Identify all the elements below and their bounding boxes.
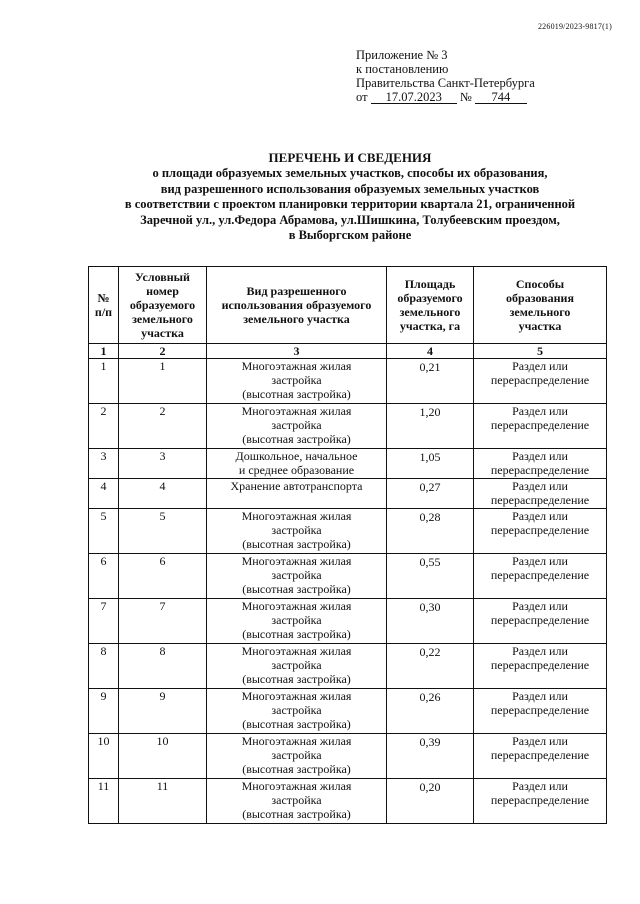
cell-plot-id: 11 [119,779,207,824]
cell-text-line: Многоэтажная жилая [241,689,352,703]
cell-text-line: перераспределение [490,748,590,762]
appendix-line: к постановлению [356,62,449,76]
header-text-line: образуемого [129,298,196,312]
cell-text-line: Многоэтажная жилая [241,404,352,418]
header-text-line: Условный [135,270,190,284]
page-title: ПЕРЕЧЕНЬ И СВЕДЕНИЯ [268,150,432,165]
cell-text-line: и среднее образование [238,463,355,477]
cell-permitted-use [207,509,387,554]
header-text-line: использования образуемого [221,298,372,312]
table-row [89,644,607,689]
header-permitted-use [207,267,387,344]
cell-text-line: перераспределение [490,793,590,807]
cell-text-line: перераспределение [490,613,590,627]
cell-permitted-use [207,689,387,734]
appendix-date-line [356,90,535,104]
document-number: 226019/2023-9817(1) [537,22,612,31]
cell-area: 0,39 [387,734,474,779]
cell-plot-id: 6 [119,554,207,599]
cell-row-number: 6 [89,554,119,599]
cell-text-line: Раздел или [512,734,568,748]
cell-row-number: 11 [89,779,119,824]
table-header-row [89,267,607,344]
cell-row-number: 5 [89,509,119,554]
header-text-line: земельного участка [243,312,350,326]
table-body [89,359,607,824]
cell-row-number: 3 [89,449,119,479]
title-line: вид разрешенного использования образуемых земельных участков [160,181,540,196]
cell-area: 1,05 [387,449,474,479]
cell-row-number: 7 [89,599,119,644]
table-row [89,554,607,599]
cell-area: 0,20 [387,779,474,824]
cell-text-line: Раздел или [512,554,568,568]
cell-row-number: 9 [89,689,119,734]
cell-formation-method [474,509,607,554]
cell-text-line: Раздел или [512,449,568,463]
cell-text-line: застройка [271,613,322,627]
cell-plot-id: 2 [119,404,207,449]
cell-text-line: (высотная застройка) [242,387,351,401]
title-line: в Выборгском районе [288,228,412,243]
table-row [89,404,607,449]
cell-plot-id: 10 [119,734,207,779]
cell-plot-id: 7 [119,599,207,644]
cell-text-line: (высотная застройка) [242,537,351,551]
cell-text-line: застройка [271,703,322,717]
cell-row-number: 8 [89,644,119,689]
cell-text-line: Раздел или [512,479,568,493]
cell-plot-id: 4 [119,479,207,509]
cell-row-number: 2 [89,404,119,449]
cell-row-number: 10 [89,734,119,779]
header-row-number [89,267,119,344]
cell-area: 0,26 [387,689,474,734]
table-row [89,779,607,824]
column-number: 4 [387,344,474,359]
cell-text-line: (высотная застройка) [242,762,351,776]
cell-text-line: (высотная застройка) [242,582,351,596]
cell-text-line: Раздел или [512,779,568,793]
cell-text-line: застройка [271,568,322,582]
cell-text-line: Многоэтажная жилая [241,644,352,658]
header-text-line: образования [506,291,574,305]
header-text-line: номер [146,284,179,298]
cell-text-line: Раздел или [512,359,568,373]
column-number: 1 [89,344,119,359]
cell-formation-method [474,734,607,779]
header-text-line: Способы [515,277,565,291]
header-area [387,267,474,344]
table-row [89,734,607,779]
cell-text-line: Раздел или [512,689,568,703]
cell-formation-method [474,479,607,509]
cell-text-line: (высотная застройка) [242,432,351,446]
cell-text-line: перераспределение [490,493,590,507]
cell-plot-id: 5 [119,509,207,554]
cell-row-number: 4 [89,479,119,509]
header-text-line: земельного [399,305,461,319]
decree-date: 17.07.2023 [371,91,457,104]
cell-text-line: перераспределение [490,703,590,717]
title-block [90,150,610,243]
table-row [89,689,607,734]
cell-text-line: перераспределение [490,373,590,387]
header-plot-id [119,267,207,344]
table-row [89,509,607,554]
header-text-line: Площадь [404,277,456,291]
cell-permitted-use [207,554,387,599]
column-number: 3 [207,344,387,359]
cell-text-line: Многоэтажная жилая [241,554,352,568]
cell-formation-method [474,449,607,479]
header-text-line: № [97,291,110,305]
cell-text-line: Раздел или [512,404,568,418]
cell-text-line: застройка [271,523,322,537]
appendix-line: Правительства Санкт-Петербурга [356,76,535,90]
number-prefix: № [459,90,472,104]
cell-text-line: (высотная застройка) [242,672,351,686]
header-formation-method [474,267,607,344]
cell-row-number: 1 [89,359,119,404]
cell-permitted-use [207,449,387,479]
appendix-block [356,48,535,104]
cell-text-line: Дошкольное, начальное [235,449,358,463]
header-text-line: участка [141,326,184,340]
land-plots-table [88,266,607,824]
cell-text-line: Раздел или [512,599,568,613]
cell-text-line: Раздел или [512,644,568,658]
table-row [89,479,607,509]
cell-text-line: Многоэтажная жилая [241,599,352,613]
header-text-line: земельного [509,305,571,319]
cell-area: 0,22 [387,644,474,689]
cell-formation-method [474,404,607,449]
cell-area: 0,30 [387,599,474,644]
cell-text-line: застройка [271,373,322,387]
table-row [89,599,607,644]
cell-plot-id: 3 [119,449,207,479]
cell-text-line: застройка [271,658,322,672]
cell-permitted-use [207,644,387,689]
cell-text-line: Хранение автотранспорта [230,479,363,493]
cell-formation-method [474,689,607,734]
cell-text-line: застройка [271,418,322,432]
cell-text-line: перераспределение [490,463,590,477]
cell-permitted-use [207,479,387,509]
cell-text-line: перераспределение [490,418,590,432]
cell-permitted-use [207,599,387,644]
table-numbering-row [89,344,607,359]
appendix-line: Приложение № 3 [356,48,448,62]
cell-text-line: (высотная застройка) [242,627,351,641]
header-text-line: земельного [132,312,193,326]
cell-text-line: Многоэтажная жилая [241,779,352,793]
cell-formation-method [474,599,607,644]
cell-text-line: Многоэтажная жилая [241,359,352,373]
title-line: в соответствии с проектом планировки территории квартала 21, ограниченной [124,197,576,212]
table-row [89,359,607,404]
cell-plot-id: 8 [119,644,207,689]
decree-number: 744 [475,91,527,104]
cell-text-line: застройка [271,748,322,762]
column-number: 2 [119,344,207,359]
cell-text-line: Многоэтажная жилая [241,734,352,748]
cell-text-line: перераспределение [490,523,590,537]
cell-formation-method [474,779,607,824]
cell-permitted-use [207,404,387,449]
cell-permitted-use [207,779,387,824]
header-text-line: п/п [94,305,113,319]
table-row [89,449,607,479]
cell-area: 1,20 [387,404,474,449]
cell-text-line: перераспределение [490,658,590,672]
cell-text-line: застройка [271,793,322,807]
cell-area: 0,21 [387,359,474,404]
title-line: Заречной ул., ул.Федора Абрамова, ул.Шишкина, Толубеевским проездом, [140,212,560,227]
cell-formation-method [474,554,607,599]
date-prefix: от [356,90,368,104]
header-text-line: образуемого [397,291,463,305]
cell-permitted-use [207,359,387,404]
cell-text-line: Раздел или [512,509,568,523]
column-number: 5 [474,344,607,359]
cell-formation-method [474,359,607,404]
cell-area: 0,28 [387,509,474,554]
header-text-line: участка [518,319,562,333]
header-text-line: участка, га [399,319,461,333]
cell-formation-method [474,644,607,689]
cell-text-line: (высотная застройка) [242,807,351,821]
cell-permitted-use [207,734,387,779]
header-text-line: Вид разрешенного [246,284,347,298]
cell-plot-id: 1 [119,359,207,404]
title-line: о площади образуемых земельных участков, способы их образования, [152,166,548,181]
cell-area: 0,55 [387,554,474,599]
cell-area: 0,27 [387,479,474,509]
cell-text-line: Многоэтажная жилая [241,509,352,523]
cell-text-line: перераспределение [490,568,590,582]
cell-text-line: (высотная застройка) [242,717,351,731]
cell-plot-id: 9 [119,689,207,734]
